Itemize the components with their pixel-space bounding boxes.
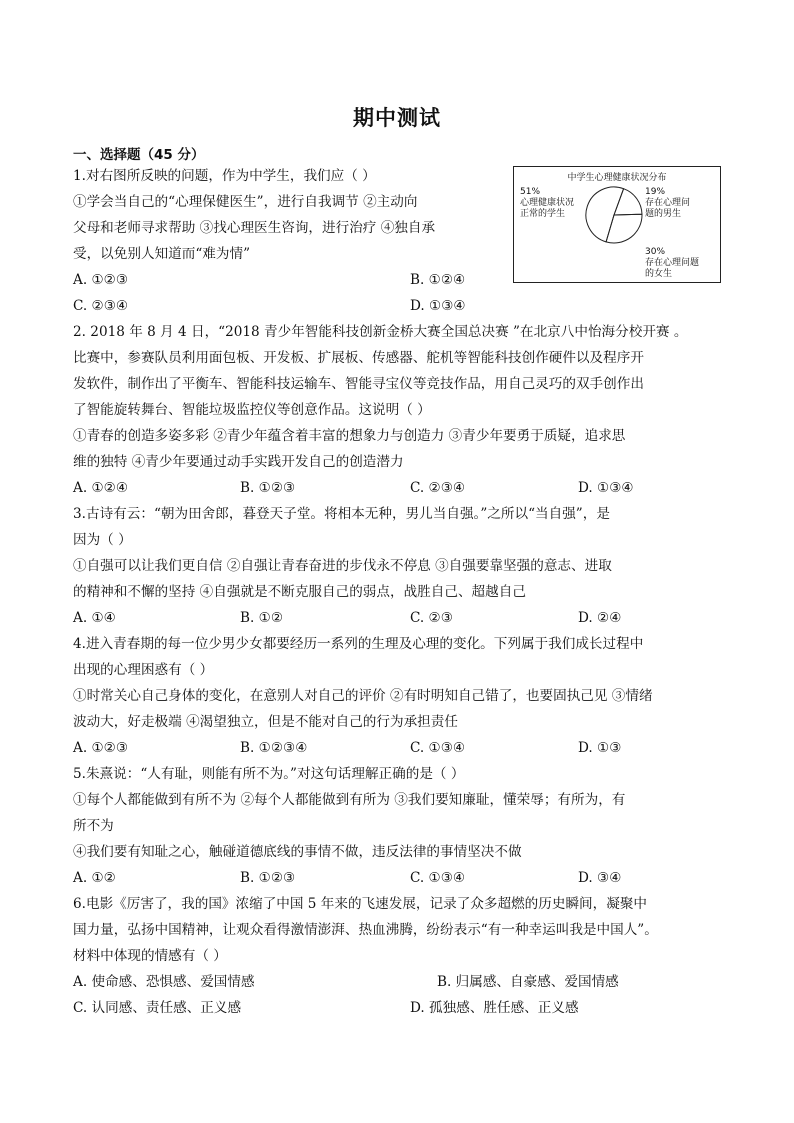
- q2-stem: 发软件，制作出了平衡车、智能科技运输车、智能寻宝仪等竞技作品，用自己灵巧的双手创作出: [73, 376, 644, 392]
- q5-option-d: D. ③④: [578, 870, 622, 886]
- q2-stem: 比赛中，参赛队员利用面包板、开发板、扩展板、传感器、舵机等智能科技创作硬件以及程序开: [73, 350, 644, 366]
- q6-stem: 材料中体现的情感有（ ）: [73, 948, 227, 964]
- q2-items-line: ①青春的创造多姿多彩 ②青少年蕴含着丰富的想象力与创造力 ③青少年要勇于质疑，追求思: [73, 428, 626, 444]
- q1-option-a: A. ①②③: [73, 272, 129, 288]
- q3-items-line: 的精神和不懈的坚持 ④自强就是不断克服自己的弱点，战胜自己、超越自己: [73, 584, 526, 600]
- q1-stem: 1.对右图所反映的问题，作为中学生，我们应（ ）: [73, 168, 376, 184]
- q2-option-c: C. ②③④: [410, 480, 466, 496]
- q2-items-line: 维的独特 ④青少年要通过动手实践开发自己的创造潜力: [73, 454, 404, 470]
- section-heading: 一、选择题（45 分）: [73, 147, 205, 163]
- q3-option-b: B. ①②: [240, 610, 284, 626]
- q6-stem: 国力量，弘扬中国精神，让观众看得激情澎湃、热血沸腾，纷纷表示“有一种幸运叫我是中国人”。: [73, 922, 658, 938]
- q2-option-a: A. ①②④: [73, 480, 129, 496]
- q3-option-d: D. ②④: [578, 610, 622, 626]
- q6-option-d: D. 孤独感、胜任感、正义感: [410, 1000, 579, 1016]
- q6-stem: 6.电影《厉害了，我的国》浓缩了中国 5 年来的飞速发展，记录了众多超燃的历史瞬间，凝聚中: [73, 896, 648, 912]
- q5-items-line: 所不为: [73, 818, 114, 834]
- q5-option-b: B. ①②③: [240, 870, 296, 886]
- pie-slice-boys: [614, 189, 642, 215]
- q3-option-c: C. ②③: [410, 610, 453, 626]
- page-title: 期中测试: [353, 106, 441, 130]
- q3-stem: 3.古诗有云：“朝为田舍郎，暮登天子堂。将相本无种，男儿当自强。”之所以“当自强”，是: [73, 506, 610, 522]
- q6-option-a: A. 使命感、恐惧感、爱国情感: [73, 974, 255, 990]
- q2-stem: 2. 2018 年 8 月 4 日，“2018 青少年智能科技创新金桥大赛全国总决赛 ”在北京八中怡海分校开赛 。: [73, 324, 688, 340]
- q4-items-line: 波动大，好走极端 ④渴望独立，但是不能对自己的行为承担责任: [73, 714, 458, 730]
- q2-stem: 了智能旋转舞台、智能垃圾监控仪等创意作品。这说明（ ）: [73, 402, 431, 418]
- q4-option-b: B. ①②③④: [240, 740, 308, 756]
- q4-stem: 出现的心理困惑有（ ）: [73, 662, 214, 678]
- q6-option-c: C. 认同感、责任感、正义感: [73, 1000, 242, 1016]
- q5-stem: 5.朱熹说：“人有耻，则能有所不为。”对这句话理解正确的是（ ）: [73, 766, 465, 782]
- pie-chart: [584, 185, 644, 245]
- q1-items-line: 受，以免别人知道而“难为情”: [73, 246, 251, 262]
- pie-slice-girls: [606, 214, 642, 243]
- q6-option-b: B. 归属感、自豪感、爱国情感: [437, 974, 619, 990]
- label-boys: 19% 存在心理问 题的男生: [645, 187, 691, 219]
- q4-items-line: ①时常关心自己身体的变化，在意别人对自己的评价 ②有时明知自己错了，也要固执己见 ③情绪: [73, 688, 653, 704]
- q3-option-a: A. ①④: [73, 610, 116, 626]
- q4-stem: 4.进入青春期的每一位少男少女都要经历一系列的生理及心理的变化。下列属于我们成长过程中: [73, 636, 644, 652]
- label-normal: 51% 心理健康状况 正常的学生: [520, 187, 575, 219]
- pie-chart-figure: [513, 166, 721, 283]
- q2-option-d: D. ①③④: [578, 480, 634, 496]
- q4-option-c: C. ①③④: [410, 740, 466, 756]
- q1-option-b: B. ①②④: [410, 272, 466, 288]
- q1-items-line: ①学会当自己的“心理保健医生”，进行自我调节 ②主动向: [73, 194, 418, 210]
- q5-option-a: A. ①②: [73, 870, 116, 886]
- q5-option-c: C. ①③④: [410, 870, 466, 886]
- q4-option-d: D. ①③: [578, 740, 622, 756]
- q4-option-a: A. ①②③: [73, 740, 129, 756]
- q3-stem: 因为（ ）: [73, 532, 132, 548]
- q3-items-line: ①自强可以让我们更自信 ②自强让青春奋进的步伐永不停息 ③自强要靠坚强的意志、进取: [73, 558, 612, 574]
- q1-option-d: D. ①③④: [410, 298, 466, 314]
- q5-items-line: ①每个人都能做到有所不为 ②每个人都能做到有所为 ③我们要知廉耻，懂荣辱；有所为，有: [73, 792, 626, 808]
- chart-title: 中学生心理健康状况分布: [567, 173, 667, 183]
- q1-items-line: 父母和老师寻求帮助 ③找心理医生咨询，进行治疗 ④独自承: [73, 220, 436, 236]
- label-girls: 30% 存在心理问题 的女生: [645, 247, 700, 279]
- q1-option-c: C. ②③④: [73, 298, 129, 314]
- q2-option-b: B. ①②③: [240, 480, 296, 496]
- q5-items-line: ④我们要有知耻之心，触碰道德底线的事情不做，违反法律的事情坚决不做: [73, 844, 522, 860]
